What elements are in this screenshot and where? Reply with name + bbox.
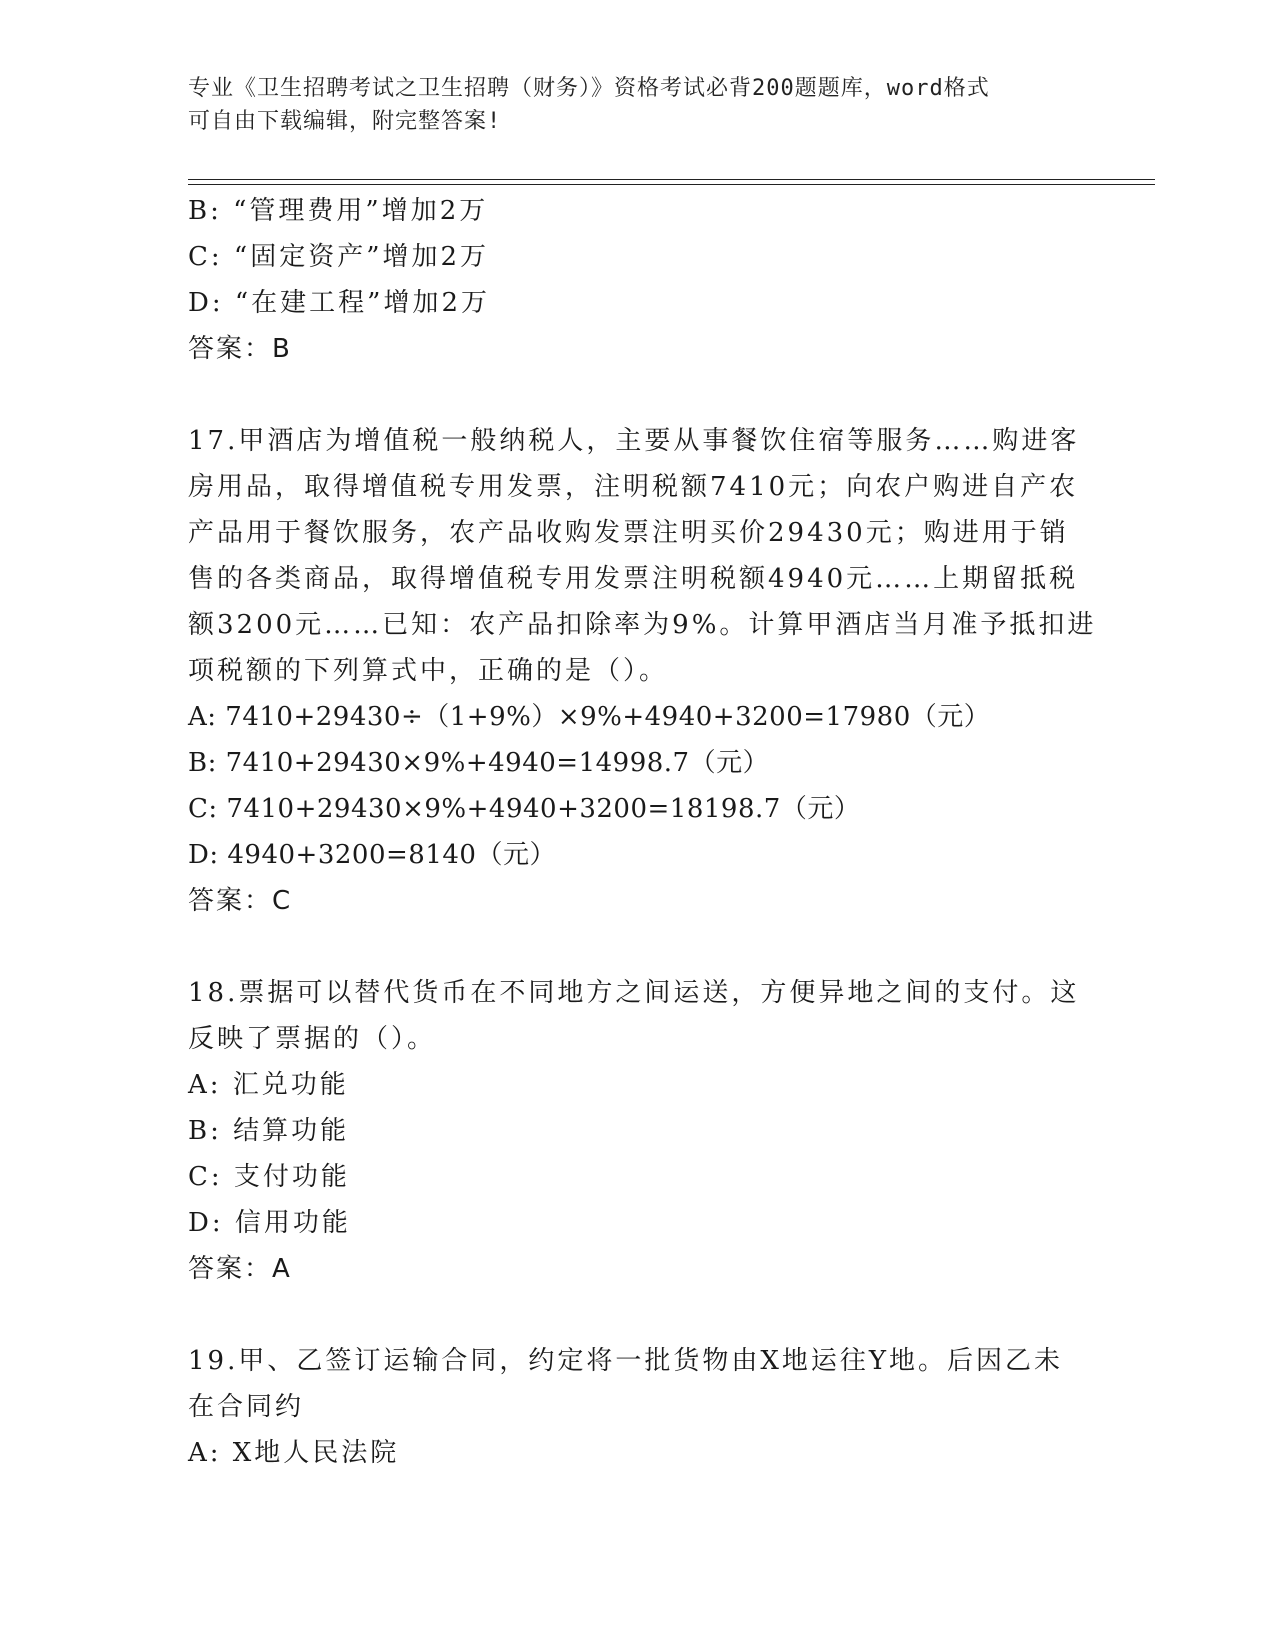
q16-option-d: D: “在建工程”增加2万 — [188, 288, 490, 318]
q18-answer: 答案：A — [188, 1254, 292, 1284]
document-header — [188, 72, 1088, 138]
q17-option-b: B: 7410+29430×9%+4940=14998.7（元） — [188, 748, 770, 778]
header-divider-top — [188, 179, 1155, 180]
q19-option-a: A: X地人民法院 — [188, 1438, 400, 1468]
q18-option-c: C: 支付功能 — [188, 1162, 350, 1192]
q18-option-a: A: 汇兑功能 — [188, 1070, 349, 1100]
q17-stem-line: 额3200元……已知：农产品扣除率为9%。计算甲酒店当月准予抵扣进 — [188, 610, 1097, 640]
q18-option-d: D: 信用功能 — [188, 1208, 351, 1238]
q17-option-a: A: 7410+29430÷（1+9%）×9%+4940+3200=17980（元） — [188, 702, 991, 732]
q17-stem-line: 项税额的下列算式中，正确的是（）。 — [188, 656, 669, 686]
question-16 — [188, 188, 1108, 372]
q17-option-c: C: 7410+29430×9%+4940+3200=18198.7（元） — [188, 794, 861, 824]
q17-answer: 答案：C — [188, 886, 293, 916]
q16-answer: 答案：B — [188, 334, 292, 364]
q17-stem-line: 售的各类商品，取得增值税专用发票注明税额4940元……上期留抵税 — [188, 564, 1079, 594]
q18-stem-line: 反映了票据的（）。 — [188, 1024, 437, 1054]
q19-stem-line: 19.甲、乙签订运输合同，约定将一批货物由X地运往Y地。后因乙未 — [188, 1346, 1064, 1376]
q17-stem-line: 产品用于餐饮服务，农产品收购发票注明买价29430元；购进用于销 — [188, 518, 1069, 548]
question-18 — [188, 970, 1108, 1292]
q19-stem-line: 在合同约 — [188, 1392, 305, 1422]
q16-option-c: C: “固定资产”增加2万 — [188, 242, 490, 272]
q17-stem-line: 房用品，取得增值税专用发票，注明税额7410元；向农户购进自产农 — [188, 472, 1079, 502]
q17-stem-line: 17.甲酒店为增值税一般纳税人，主要从事餐饮住宿等服务……购进客 — [188, 426, 1080, 456]
header-line-2: 可自由下载编辑，附完整答案! — [188, 109, 502, 134]
question-19 — [188, 1338, 1108, 1476]
spacer — [188, 924, 1108, 970]
header-divider-bottom — [188, 184, 1155, 185]
spacer — [188, 372, 1108, 418]
q18-option-b: B: 结算功能 — [188, 1116, 350, 1146]
q17-option-d: D: 4940+3200=8140（元） — [188, 840, 556, 870]
header-line-1: 专业《卫生招聘考试之卫生招聘（财务）》资格考试必背200题题库，word格式 — [188, 76, 990, 101]
question-17 — [188, 418, 1108, 924]
spacer — [188, 1292, 1108, 1338]
q16-option-b: B: “管理费用”增加2万 — [188, 196, 489, 226]
question-list — [188, 188, 1108, 1476]
q18-stem-line: 18.票据可以替代货币在不同地方之间运送，方便异地之间的支付。这 — [188, 978, 1080, 1008]
